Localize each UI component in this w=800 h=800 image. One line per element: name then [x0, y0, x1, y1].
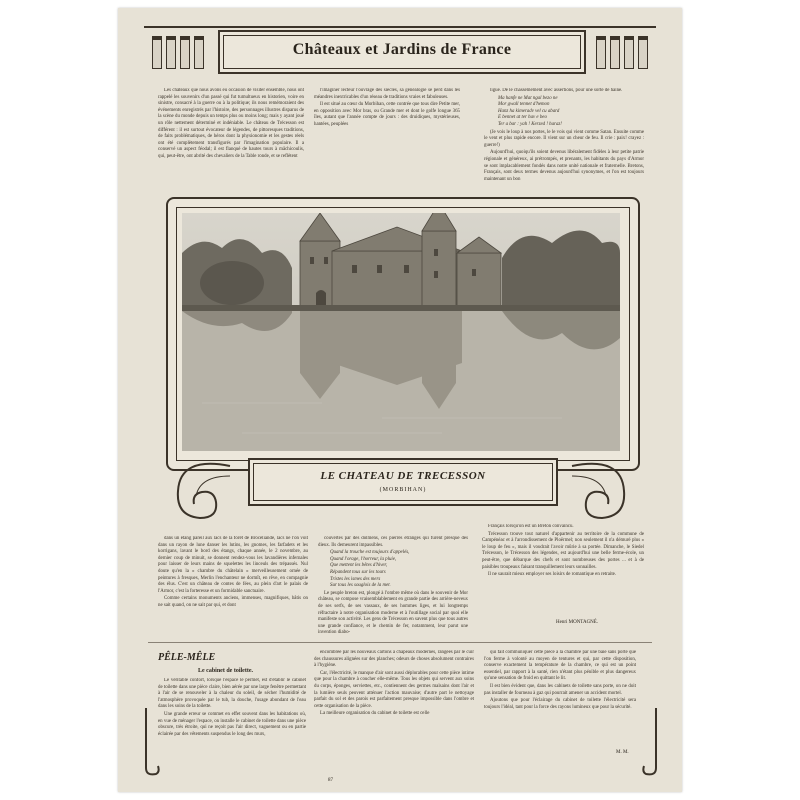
paragraph: Aujourd'hui, quoiqu'ils soient devenus libéralement fidèles à leur petite patrie régionale et généreux, ai prétrompés, et prenants, les habitants du pays d'Armor se sont implacablement fondés dans notre unité nationale et fraternelle. Bretons, Français, sont deux termes devenus aujourd'hui synonymes, et l'on est toujours maintenant un bon [484, 150, 644, 182]
pele-mele-heading: PÊLE-MÊLE [158, 652, 216, 663]
left-colonnade-ornament [152, 36, 212, 76]
lower-column-3 [482, 524, 644, 616]
paragraph: couvertes par des dolmens, ces pierres étranges qui furent presque des dieux. Ils demeurent impassibles. [318, 536, 468, 548]
right-swirl-ornament [568, 456, 632, 526]
header-title-box [218, 30, 586, 74]
verse-line: Que mettent les bêtes d'hiver, [330, 563, 388, 569]
verse-line: Ter a bar : yah ! Kerzed ! haraz! [498, 121, 562, 127]
article-column-1 [158, 88, 304, 204]
pele-mele-subheading: Le cabinet de toilette. [198, 668, 253, 674]
page-header [144, 22, 656, 84]
pele-mele-column-3 [484, 650, 636, 750]
right-colonnade-ornament [588, 36, 648, 76]
article-column-3 [484, 88, 644, 196]
verse-line: Mor gwall tennet d'hemon [498, 102, 550, 108]
verse-line: Ma hanfe ne Mat ngal bezo ne [498, 95, 558, 101]
verse-line: Quand l'orage, l'horreur, la pluie, [330, 556, 397, 562]
paragraph: Les châteaux que nous avons eu occasion de visiter ensemble, nous ont rappelé les souvenirs d'un passé qui fut tumultueux en historien, voire en sinistre, consacré à la guerre ou à la politique; ils nous remémoraient des événements enregistrés par l'histoire, des personnages illustres disparus de la scène du monde depuis un temps plus ou moins long; mais y ayant joué un rôle nettement déterminé et indéniable. Le château de Trécesson est différent : il est surtout évocateur de légendes, de pittoresques traditions, de faits problématiques, de héros dont la physionomie et les gestes réels ont été complètement transfigurés par l'imagination populaire. Il a conservé un aspect féodal; il est flanqué de hautes tours à mâchicoulis, qui, peut-être, ont abrité des chevaliers de la Table ronde, et se reflètent [158, 88, 304, 159]
verse-line: Sur tous les souglois de la mer. [330, 583, 391, 589]
verse-line: Tristes les ismes des mers [330, 576, 381, 582]
caption-title: LE CHATEAU DE TRECESSON [320, 470, 486, 482]
pele-mele-column-2 [314, 650, 474, 762]
paragraph: Ajoutons que pour l'éclairage du cabinet de toilette l'électricité sera toujours l'idéal, tant pour la force des rayons lumineux que pour la sécurité. [484, 698, 636, 710]
lower-column-1 [158, 536, 308, 636]
right-corner-ornament [640, 708, 660, 778]
photo-frame [166, 197, 640, 471]
article-column-2 [314, 88, 460, 162]
pele-mele-column-1 [158, 678, 306, 762]
paragraph: Le véritable confort, lorsque l'espace le permet, est d'établir le cabinet de toilette dans une pièce claire, bien aérée par une large fenêtre permettant à l'air de se renouveler à la chaleur du soleil, de sécher l'humidité de l'atmosphère provoquée par le tub, la douche, l'usage abondant de l'eau dans les soins de la toilette. [158, 678, 306, 710]
section-divider [148, 642, 652, 643]
paragraph: Une grande erreur se commet en effet souvent dans les habitations où, en vue de ménager l'espace, on installe le cabinet de toilette dans une pièce obscure, très étroite, qui ne reçoit pas l'air direct, vaguement ou en partie éclairée par des vêtements suspendus le long des murs, [158, 711, 306, 737]
breton-verse [484, 96, 644, 129]
chateau-photograph [182, 213, 620, 451]
caption-subtitle: (MORBIHAN) [379, 487, 427, 493]
paragraph: Car, l'électricité, le manque d'air sont aussi déplorables pour cette pièce intime que pour la chambre à coucher elle-même. Tous les objets qui servent aux soins du corps, éponges, serviettes, etc., contiennent des germes malsains dont l'air et la lumière seuls peuvent atténuer l'action mauvaise; d'autre part le nettoyage parfait du sol et des parois est parfaitement presque impossible dans l'ombre et cette organisation de la pièce. [314, 670, 474, 709]
paragraph: Le peuple breton est, plongé à l'ombre même où dans le souvenir de Mor château, se compose vraisemblablement en grande partie des arrière-neveux de ses serfs, de ses vassaux, de ses hommes liges, et lui longtemps réfractaire à notre organisation moderne et à l'outillage social par quoi elle manifeste son activité. Les gens de Trécesson en savent plus que tous autres une grande confiance, et le chemin de fer, notamment, leur parut une invention diabo- [318, 590, 468, 636]
lower-column-2 [318, 536, 468, 636]
magazine-page [118, 8, 682, 792]
verse-line: Répandent tous sur les tours [330, 569, 386, 575]
paragraph: Français lorsqu'on est un Breton convaincu. [488, 524, 574, 529]
french-poem [318, 550, 468, 590]
left-swirl-ornament [170, 456, 234, 526]
caption-box [248, 458, 558, 506]
paragraph: (Je vois le loup à nos portes, le le vois qui vient comme Satan. Ensuite comme le vent et plus rapide encore. Il vient sur un cheur de feu. Il crie : paix! crayez : guerre!) [484, 129, 644, 148]
paragraph: Trécesson trouve tout naturel d'appartenir au territoire de la commune de Campénéac et à l'arrondissement de Ploërmel; non seulement il n'a démuré plus « le loup de feu », mais il voudrait l'avoir mûrie à sa portée. Dimanche, le Siedel Trécesson, le Trécesson des légendes, est aujourd'hui une belle ferme-école, un peut-être, que débarque des chefs et sont nombreuses des portes ... et à de paisibles troupeaux faisant tranquillement leurs sonnailles. [482, 531, 644, 570]
pele-mele-signature: M. M. [616, 750, 629, 755]
verse-line: E bennet at ter hav e beo [498, 115, 547, 121]
paragraph: La meilleure organisation du cabinet de toilette est celle [320, 711, 430, 717]
page-number: 87 [328, 778, 333, 783]
paragraph: qui fait communiquer cette pièce à la chambre par une baie sans porte que l'on ferme à volonté au moyen de tentures et qui, par cette disposition, conserve exactement la température de la chambre, ce qui est un point essentiel, par rapport à la santé, rien n'étant plus pénible et plus dangereux qu'une sensation de froid en quittant le lit. [484, 650, 636, 682]
verse-line: Hanz ha kimeradv vel cu abard [498, 108, 560, 114]
paragraph: Il est situé au cœur du Morbihan, cette contrée que tous dire Petite mer, en opposition avec Mor bras, ou Grande mer et dont le golfe longue 365 îles, autant que l'année compte de jours : des druidiques, mystérieuses, hantées, peuplées [314, 102, 460, 127]
paragraph: Comme certains monuments anciens, immenses, magnifiques, bâtis on ne sait quand, on ne sait par qui, et dont [158, 596, 308, 608]
verse-line: Quand la trouche est toujours d'appelés, [330, 550, 410, 556]
paragraph: Il ne saurait mieux employer ses loisirs de romantique en retraite. [488, 572, 617, 578]
paragraph: encombrée par les nouveaux cartons à chapeaux modernes, rangées par le cuir des chaussures alignées sur des planches; odeurs de choses absolument contraires à l'hygiène. [314, 650, 474, 669]
paragraph: dans un étang pareil aux lacs de la forêt de Brocéliande, lacs ne l'on voit dans un rayon de lune danser les lutins, les gnomes, les farfadets et les korrigans, lavant le bord des étangs, chaque année, le 2 novembre, au dernier coup de minuit, se donnent rendez-vous les lavandières infernales pour laisser de leurs mains de squelettes les linceuls des trépassés. Nul doute qu'en la « chambre du châtelain » merveilleusement ornée de peintures à fresques, Merlin l'enchanteur ne dormît, en rêve, en compagnie des élus. C'est un château de contes de fées, au plein d'art le palais de l'Armor, c'est la forteresse et un formidable sanctuaire. [158, 536, 308, 594]
header-rule [144, 26, 656, 28]
paragraph: Il est bien évident que, dans les cabinets de toilette sans porte, on ne doit pas installer de fourneau à gaz qui pourrait amener un accident mortel. [484, 683, 636, 696]
section-title: Châteaux et Jardins de France [292, 41, 512, 58]
paragraph: l'imaginer lecteur l'ouvrage des siècles, sa généalogie se perd dans les méandres inextricables d'un réseau de traditions vraies et fabuleuses. [314, 88, 460, 100]
chateau-reflection-image [182, 213, 620, 451]
paragraph: ligue. De le chassemement avec assertions, pour une sorte de haine. [490, 88, 623, 93]
author-signature: Henri MONTAGNÉ. [556, 620, 599, 625]
